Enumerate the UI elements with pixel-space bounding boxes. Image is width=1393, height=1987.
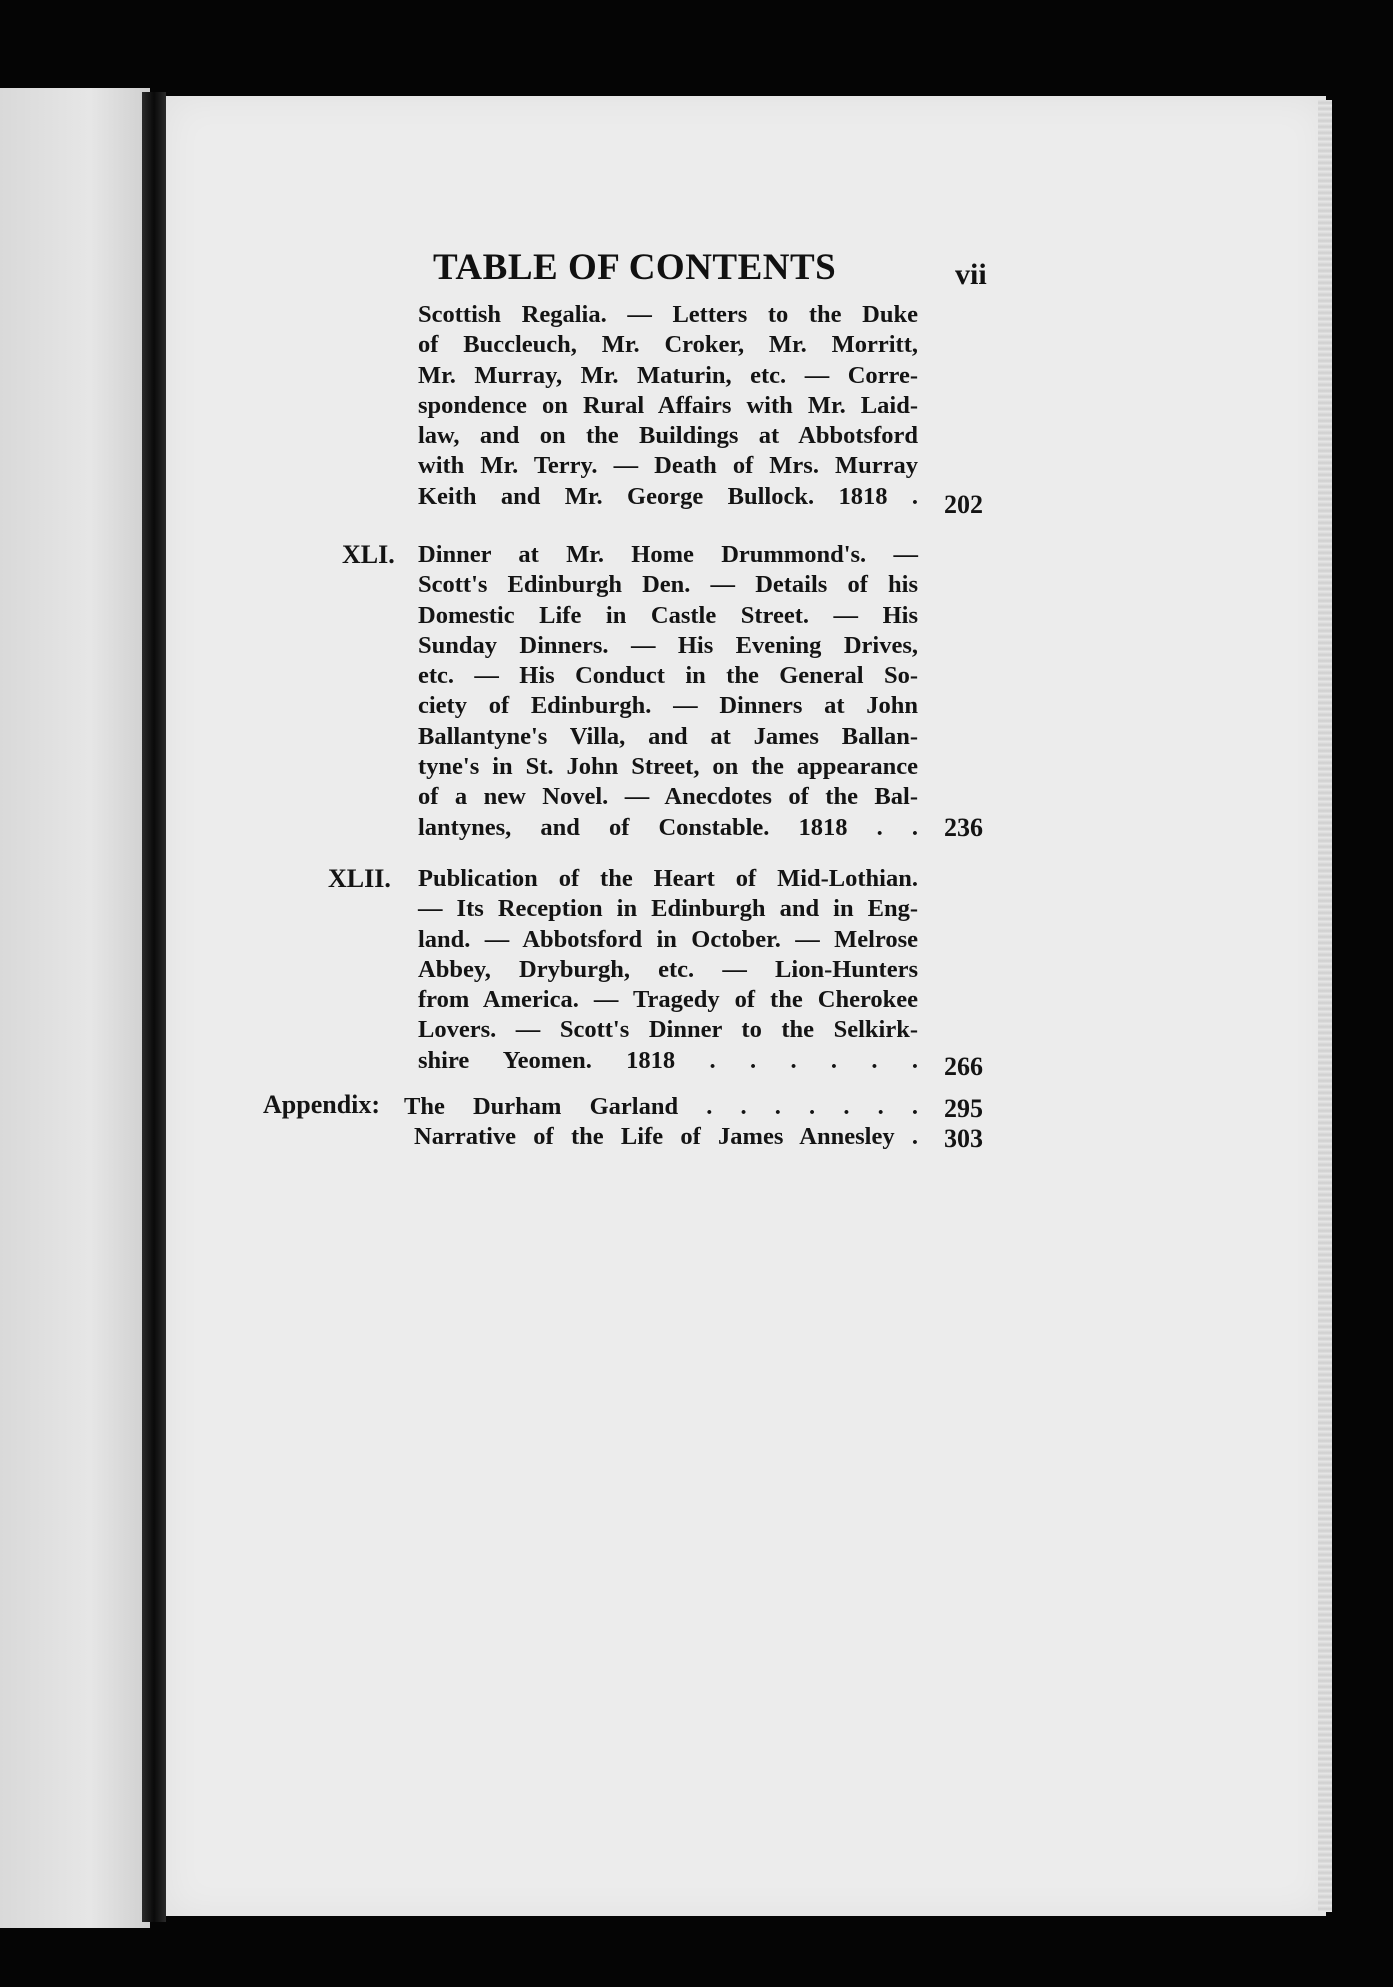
book-gutter [142, 92, 166, 1922]
toc-line: spondence on Rural Affairs with Mr. Laid- [418, 391, 918, 419]
appendix-items [404, 1092, 918, 1153]
chapter-numeral: XLI. [342, 540, 395, 569]
toc-line: Scott's Edinburgh Den. — Details of his [418, 571, 918, 599]
toc-line: ciety of Edinburgh. — Dinners at John [418, 692, 918, 720]
appendix-label: Appendix: [263, 1090, 381, 1119]
toc-entry-xlii [418, 864, 918, 1076]
toc-line: — Its Reception in Edinburgh and in Eng- [418, 895, 918, 923]
toc-line: tyne's in St. John Street, on the appearance [418, 753, 918, 781]
toc-entry-xli [418, 540, 918, 843]
toc-line: Mr. Murray, Mr. Maturin, etc. — Corre- [418, 361, 918, 389]
toc-page-number: 202 [944, 490, 983, 519]
toc-page-number: 236 [944, 813, 983, 842]
toc-line: etc. — His Conduct in the General So- [418, 662, 918, 690]
page-title: TABLE OF CONTENTS [433, 247, 837, 288]
toc-entry-continued [418, 300, 918, 512]
toc-line: of Buccleuch, Mr. Croker, Mr. Morritt, [418, 331, 918, 359]
page-fore-edge [1318, 100, 1332, 1912]
toc-line: Ballantyne's Villa, and at James Ballan- [418, 722, 918, 750]
appendix-item: The Durham Garland . . . . . . . [404, 1093, 918, 1120]
toc-line: shire Yeomen. 1818 . . . . . . [418, 1046, 918, 1074]
toc-line: from America. — Tragedy of the Cherokee [418, 986, 918, 1014]
toc-line: land. — Abbotsford in October. — Melrose [418, 925, 918, 953]
appendix-page-number: 295 [944, 1094, 983, 1123]
appendix-item: Narrative of the Life of James Annesley . [414, 1123, 918, 1151]
toc-line: Abbey, Dryburgh, etc. — Lion-Hunters [418, 955, 918, 983]
page-number: vii [955, 258, 987, 291]
toc-line: Dinner at Mr. Home Drummond's. — [418, 541, 918, 568]
toc-line: lantynes, and of Constable. 1818 . . [418, 813, 918, 841]
toc-line: Lovers. — Scott's Dinner to the Selkirk- [418, 1016, 918, 1044]
toc-line: Keith and Mr. George Bullock. 1818 . [418, 482, 918, 510]
toc-line: Domestic Life in Castle Street. — His [418, 601, 918, 629]
toc-line: law, and on the Buildings at Abbotsford [418, 422, 918, 450]
toc-line: with Mr. Terry. — Death of Mrs. Murray [418, 452, 918, 480]
left-facing-page [0, 88, 150, 1928]
appendix-page-number: 303 [944, 1124, 983, 1153]
toc-line: Publication of the Heart of Mid-Lothian. [418, 865, 918, 892]
chapter-numeral: XLII. [328, 864, 391, 893]
toc-page-number: 266 [944, 1052, 983, 1081]
toc-line: Sunday Dinners. — His Evening Drives, [418, 631, 918, 659]
toc-line: of a new Novel. — Anecdotes of the Bal- [418, 783, 918, 811]
toc-line: Scottish Regalia. — Letters to the Duke [418, 301, 918, 328]
